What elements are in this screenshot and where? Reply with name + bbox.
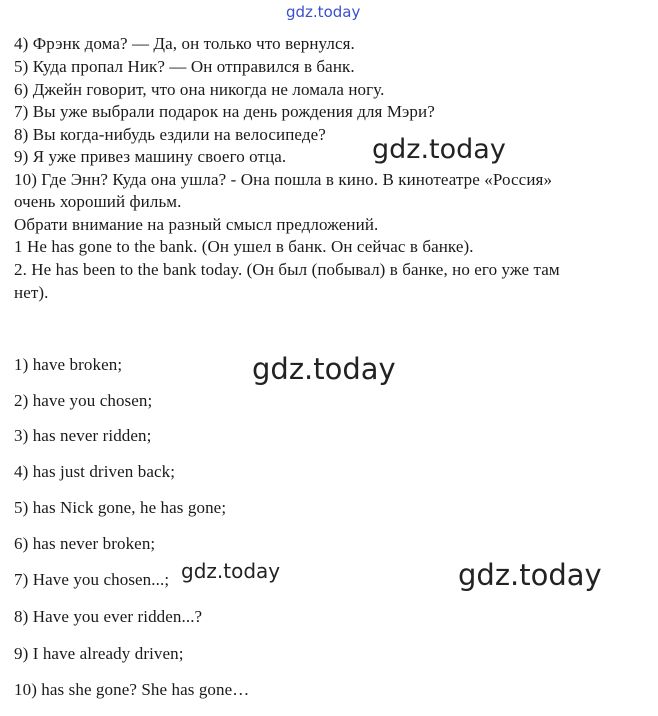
russian-line-6: 6) Джейн говорит, что она никогда не ломала ногу.	[14, 80, 385, 99]
answer-10: 10) has she gone? She has gone…	[14, 680, 250, 699]
russian-line-5: 5) Куда пропал Ник? — Он отправился в банк.	[14, 57, 355, 76]
russian-line-9: 9) Я уже привез машину своего отца.	[14, 147, 287, 166]
watermark-b: gdz.today	[252, 352, 396, 386]
watermark-top: gdz.today	[286, 3, 361, 21]
answer-6: 6) has never broken;	[14, 534, 156, 553]
russian-line-8: 8) Вы когда-нибудь ездили на велосипеде?	[14, 125, 326, 144]
note-example-1: 1 He has gone to the bank. (Он ушел в банк. Он сейчас в банке).	[14, 237, 474, 256]
russian-line-4: 4) Фрэнк дома? — Да, он только что вернулся.	[14, 34, 355, 53]
answer-7: 7) Have you chosen...;	[14, 570, 170, 589]
answer-9: 9) I have already driven;	[14, 644, 184, 663]
russian-line-7: 7) Вы уже выбрали подарок на день рождения для Мэри?	[14, 102, 435, 121]
watermark-c: gdz.today	[181, 559, 281, 583]
answer-2: 2) have you chosen;	[14, 391, 153, 410]
answer-4: 4) has just driven back;	[14, 462, 176, 481]
note-example-2: 2. He has been to the bank today. (Он был (побывал) в банке, но его уже там	[14, 260, 560, 279]
answer-8: 8) Have you ever ridden...?	[14, 607, 203, 626]
note-example-2-cont: нет).	[14, 283, 49, 302]
russian-line-10: 10) Где Энн? Куда она ушла? - Она пошла в кино. В кинотеатре «Россия»	[14, 170, 553, 189]
watermark-d: gdz.today	[458, 558, 602, 592]
answer-5: 5) has Nick gone, he has gone;	[14, 498, 227, 517]
answer-3: 3) has never ridden;	[14, 426, 152, 445]
note-heading: Обрати внимание на разный смысл предложений.	[14, 215, 379, 234]
russian-line-10-cont: очень хороший фильм.	[14, 192, 182, 211]
watermark-a: gdz.today	[372, 134, 506, 165]
answer-1: 1) have broken;	[14, 355, 123, 374]
